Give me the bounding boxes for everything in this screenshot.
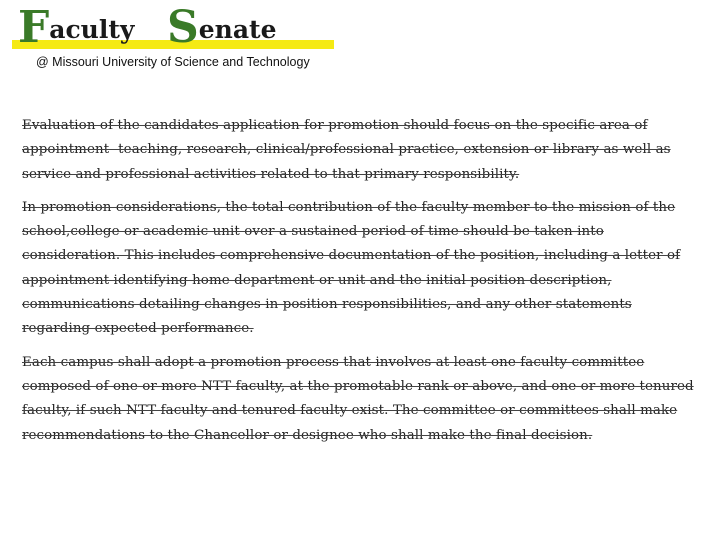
paragraph-evaluation: Evaluation of the candidates application for promotion should focus on the specific area of appointment- teaching, research, clinical/professional practice, extension or library as well as service and professional activities related to that primary responsibility. [22, 118, 671, 182]
paragraph-considerations: In promotion considerations, the total contribution of the faculty member to the mission of the school,college or academic unit over a sustained period of time should be taken into consideration. This includes comprehensive documentation of the position, including a letter of appointment identifying home department or unit and the initial position description, communications detailing changes in position responsibilities, and any other statements regarding expected performance. [22, 199, 681, 337]
title-word-senate [167, 2, 277, 53]
title-rest-enate: enate [198, 15, 277, 44]
title-rest-aculty: aculty [49, 15, 135, 44]
body-content [22, 114, 702, 457]
title-initial-s: S [167, 2, 199, 53]
title-word-faculty [18, 2, 135, 53]
title-initial-f: F [18, 2, 50, 53]
header [0, 0, 720, 80]
subtitle: @ Missouri University of Science and Technology [36, 55, 310, 69]
paragraph-campus-process: Each campus shall adopt a promotion process that involves at least one faculty committee composed of one or more NTT faculty, at the promotable rank or above, and one or more tenured faculty, if such NTT faculty and tenured faculty exist. The committee or committees shall make recommendations to the Chancellor or designee who shall make the final decision. [22, 354, 694, 443]
